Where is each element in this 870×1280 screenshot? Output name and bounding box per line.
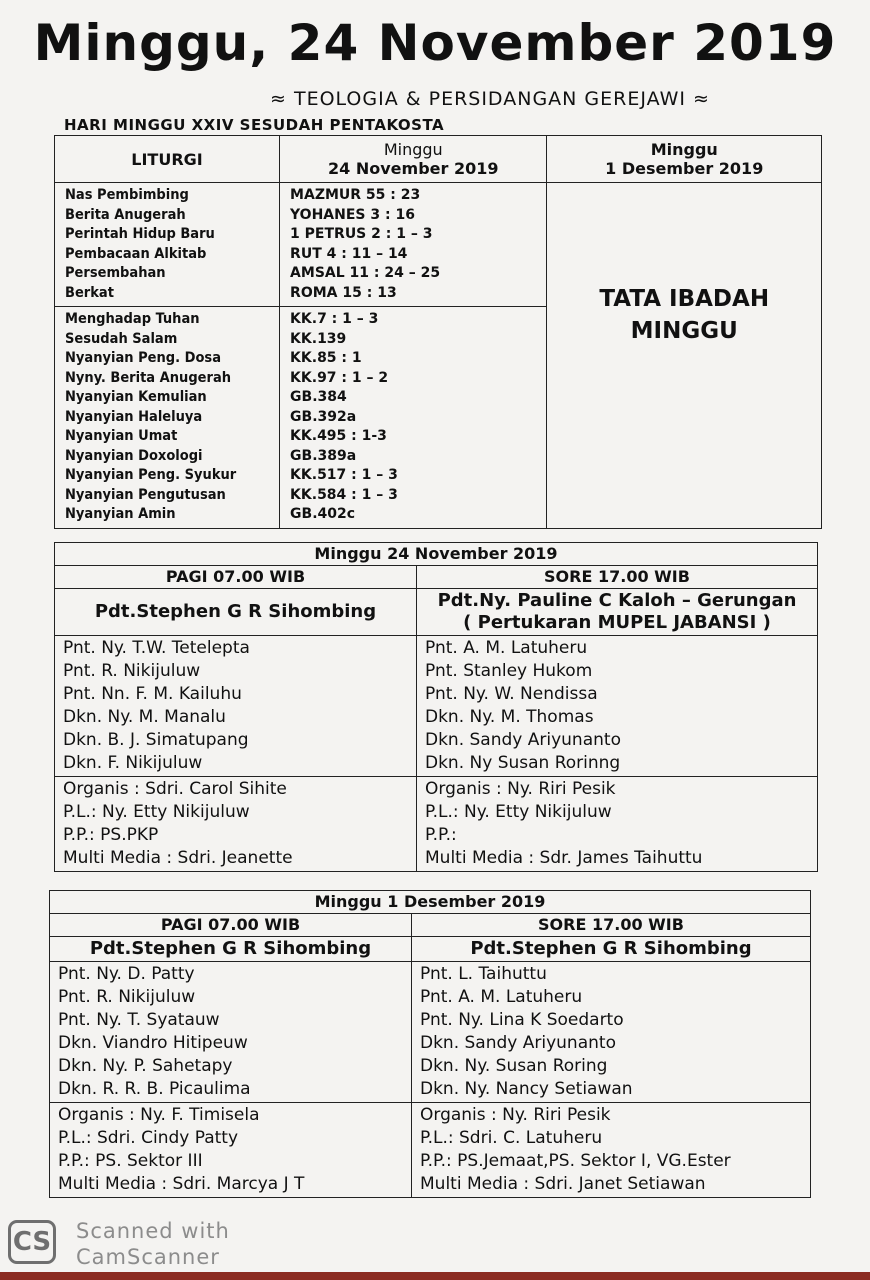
liturgi-labels-group2: [55, 307, 280, 529]
list-item: P.P.: PS. Sektor III: [58, 1151, 203, 1171]
shift-pagi: PAGI 07.00 WIB: [50, 914, 412, 937]
list-item: Dkn. Ny Susan Rorinng: [425, 753, 621, 773]
list-item: Berkat: [65, 284, 114, 301]
schedule-caption: Minggu 1 Desember 2019: [50, 891, 811, 914]
list-item: Nyny. Berita Anugerah: [65, 369, 232, 386]
list-item: Perintah Hidup Baru: [65, 226, 215, 242]
list-item: Pnt. Ny. W. Nendissa: [425, 684, 598, 704]
list-item: Nyanyian Doxologi: [65, 447, 203, 464]
list-item: Pnt. Nn. F. M. Kailuhu: [63, 684, 242, 704]
pelayan-sore: [412, 1103, 811, 1198]
schedule-table-dec1: [49, 890, 811, 1198]
list-item: P.L.: Sdri. Cindy Patty: [58, 1128, 239, 1148]
list-item: P.L.: Ny. Etty Nikijuluw: [425, 802, 612, 822]
pelayan-sore: [417, 777, 818, 872]
list-item: Dkn. F. Nikijuluw: [63, 753, 203, 773]
list-item: Organis : Ny. Riri Pesik: [420, 1105, 611, 1125]
list-item: KK.7 : 1 – 3: [290, 311, 379, 327]
list-item: GB.402c: [290, 506, 356, 522]
list-item: Multi Media : Sdr. James Taihuttu: [425, 848, 703, 868]
page-subtitle: ≈ TEOLOGIA & PERSIDANGAN GEREJAWI ≈: [270, 88, 710, 110]
liturgi-table: [54, 135, 822, 529]
list-item: AMSAL 11 : 24 – 25: [290, 265, 441, 281]
list-item: MAZMUR 55 : 23: [290, 187, 421, 203]
list-item: GB.392a: [290, 408, 357, 425]
list-item: Multi Media : Sdri. Marcya J T: [58, 1174, 305, 1194]
tata-ibadah-cell: TATA IBADAH MINGGU: [547, 183, 822, 529]
hari-minggu-label: HARI MINGGU XXIV SESUDAH PENTAKOSTA: [64, 116, 445, 134]
shift-sore: SORE 17.00 WIB: [417, 566, 818, 589]
list-item: Pnt. Ny. D. Patty: [58, 964, 195, 984]
liturgi-values-group2: [280, 307, 547, 529]
list-item: Nyanyian Pengutusan: [65, 486, 226, 503]
list-item: KK.97 : 1 – 2: [290, 369, 389, 386]
majelis-sore: [412, 962, 811, 1103]
majelis-sore: [417, 636, 818, 777]
liturgi-values-group1: [280, 183, 547, 307]
list-item: KK.584 : 1 – 3: [290, 486, 398, 503]
list-item: Organis : Ny. Riri Pesik: [425, 779, 616, 799]
list-item: Pnt. R. Nikijuluw: [63, 661, 201, 681]
list-item: Dkn. Sandy Ariyunanto: [420, 1033, 616, 1053]
list-item: Nyanyian Peng. Dosa: [65, 350, 222, 366]
date-header-nov24: Minggu 24 November 2019: [280, 136, 547, 183]
list-item: Multi Media : Sdri. Jeanette: [63, 848, 293, 868]
list-item: P.L.: Sdri. C. Latuheru: [420, 1128, 603, 1148]
list-item: Nyanyian Kemulian: [65, 389, 207, 405]
list-item: GB.389a: [290, 447, 357, 464]
date-header-dec1: Minggu 1 Desember 2019: [547, 136, 822, 183]
list-item: Nyanyian Peng. Syukur: [65, 467, 237, 483]
list-item: Dkn. R. R. B. Picaulima: [58, 1079, 251, 1099]
list-item: Sesudah Salam: [65, 330, 178, 347]
pendeta-note: ( Pertukaran MUPEL JABANSI ): [463, 612, 771, 633]
pelayan-pagi: [55, 777, 417, 872]
pendeta-pagi: Pdt.Stephen G R Sihombing: [50, 937, 412, 962]
list-item: 1 PETRUS 2 : 1 – 3: [290, 226, 433, 242]
camscanner-logo-icon: CS: [8, 1220, 56, 1264]
list-item: Pembacaan Alkitab: [65, 245, 207, 262]
list-item: Organis : Ny. F. Timisela: [58, 1105, 260, 1125]
list-item: Nyanyian Amin: [65, 506, 176, 522]
list-item: P.P.: PS.PKP: [63, 825, 159, 845]
list-item: Dkn. Ny. Nancy Setiawan: [420, 1079, 633, 1099]
list-item: Pnt. Ny. T. Syatauw: [58, 1010, 220, 1030]
pendeta-sore: Pdt.Ny. Pauline C Kaloh – Gerungan ( Pertukaran MUPEL JABANSI ): [417, 589, 818, 636]
list-item: KK.495 : 1-3: [290, 428, 387, 444]
list-item: GB.384: [290, 389, 347, 405]
list-item: Nas Pembimbing: [65, 187, 189, 203]
list-item: Dkn. Sandy Ariyunanto: [425, 730, 621, 750]
shift-sore: SORE 17.00 WIB: [412, 914, 811, 937]
pendeta-sore: Pdt.Stephen G R Sihombing: [412, 937, 811, 962]
list-item: Pnt. A. M. Latuheru: [425, 638, 588, 658]
list-item: Menghadap Tuhan: [65, 311, 200, 327]
list-item: Dkn. Ny. M. Manalu: [63, 707, 226, 727]
list-item: Dkn. B. J. Simatupang: [63, 730, 249, 750]
list-item: P.P.: PS.Jemaat,PS. Sektor I, VG.Ester: [420, 1151, 731, 1171]
list-item: KK.139: [290, 330, 347, 347]
list-item: Pnt. A. M. Latuheru: [420, 987, 583, 1007]
list-item: P.L.: Ny. Etty Nikijuluw: [63, 802, 250, 822]
list-item: Dkn. Ny. P. Sahetapy: [58, 1056, 233, 1076]
list-item: Organis : Sdri. Carol Sihite: [63, 779, 287, 799]
majelis-pagi: [55, 636, 417, 777]
majelis-pagi: [50, 962, 412, 1103]
list-item: Pnt. Ny. T.W. Tetelepta: [63, 638, 250, 658]
page-title: Minggu, 24 November 2019: [33, 14, 837, 72]
schedule-table-nov24: [54, 542, 818, 872]
list-item: Nyanyian Umat: [65, 428, 178, 444]
list-item: Dkn. Ny. Susan Roring: [420, 1056, 608, 1076]
list-item: Dkn. Viandro Hitipeuw: [58, 1033, 248, 1053]
list-item: Persembahan: [65, 265, 166, 281]
list-item: RUT 4 : 11 – 14: [290, 245, 408, 262]
list-item: YOHANES 3 : 16: [290, 206, 415, 223]
list-item: ROMA 15 : 13: [290, 284, 397, 301]
list-item: Pnt. L. Taihuttu: [420, 964, 547, 984]
pelayan-pagi: [50, 1103, 412, 1198]
list-item: Pnt. R. Nikijuluw: [58, 987, 196, 1007]
list-item: Nyanyian Haleluya: [65, 408, 203, 425]
liturgi-labels-group1: [55, 183, 280, 307]
list-item: P.P.:: [425, 825, 457, 845]
list-item: Berita Anugerah: [65, 206, 186, 223]
list-item: Multi Media : Sdri. Janet Setiawan: [420, 1174, 706, 1194]
pendeta-pagi: Pdt.Stephen G R Sihombing: [55, 589, 417, 636]
list-item: Dkn. Ny. M. Thomas: [425, 707, 594, 727]
list-item: KK.517 : 1 – 3: [290, 467, 398, 483]
liturgi-header: LITURGI: [55, 136, 280, 183]
bottom-edge-bar: [0, 1272, 870, 1280]
schedule-caption: Minggu 24 November 2019: [55, 543, 818, 566]
list-item: Pnt. Stanley Hukom: [425, 661, 593, 681]
list-item: KK.85 : 1: [290, 350, 362, 366]
shift-pagi: PAGI 07.00 WIB: [55, 566, 417, 589]
watermark-text: Scanned with CamScanner: [76, 1219, 230, 1269]
list-item: Pnt. Ny. Lina K Soedarto: [420, 1010, 624, 1030]
